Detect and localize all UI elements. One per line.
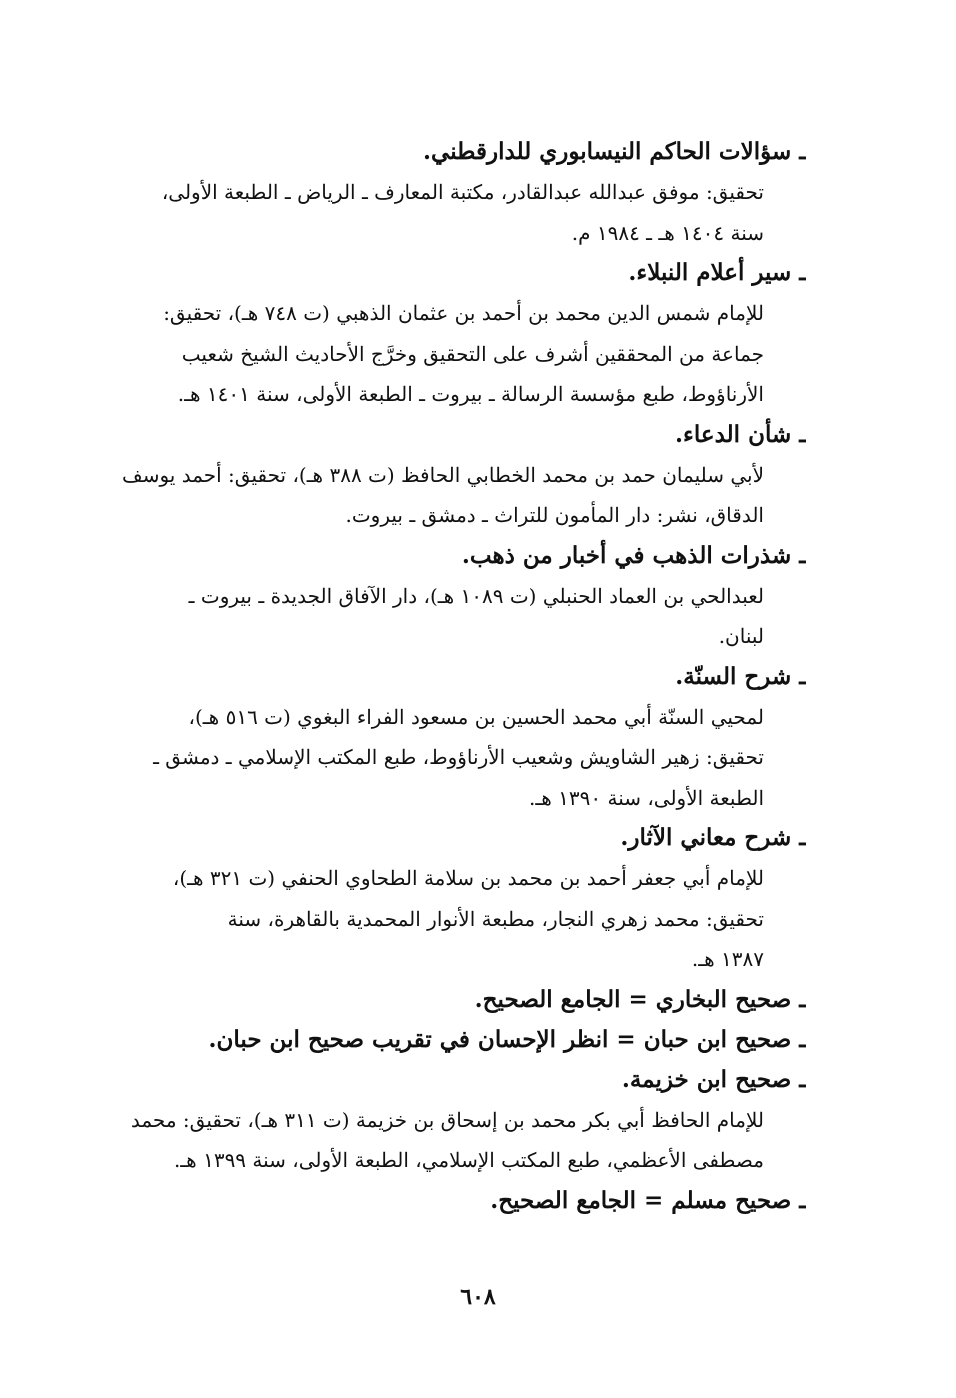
- entry-title: ـشرح معاني الآثار.: [620, 824, 806, 851]
- entry-body: [118, 697, 806, 819]
- entry-title: ـصحيح ابن خزيمة.: [621, 1065, 806, 1093]
- entry-siyar-alam-alnubala: [118, 253, 806, 415]
- entry-sualat-alhakim: [118, 132, 806, 253]
- entry-shan-aldua: [118, 415, 806, 536]
- entry-line: ١٣٨٧ هـ.: [691, 947, 764, 971]
- entry-line: لبنان.: [718, 624, 764, 648]
- entry-line: سنة ١٤٠٤ هـ ـ ١٩٨٤ م.: [571, 220, 764, 245]
- entry-line: تحقيق: موفق عبدالله عبدالقادر، مكتبة المعارف ـ الرياض ـ الطبعة الأولى،: [161, 180, 764, 204]
- entry-sahih-muslim: [118, 1181, 806, 1221]
- entry-sahih-albukhari: [118, 980, 806, 1020]
- entry-title: ـصحيح البخاري = الجامع الصحيح.: [474, 985, 806, 1013]
- entry-sahih-ibn-khuzaymah: [118, 1060, 806, 1181]
- entry-line: جماعة من المحققين أشرف على التحقيق وخرَّج الأحاديث الشيخ شعيب: [181, 341, 764, 366]
- entry-body: [118, 576, 806, 657]
- entry-line: الأرناؤوط، طبع مؤسسة الرسالة ـ بيروت ـ الطبعة الأولى، سنة ١٤٠١ هـ.: [177, 382, 764, 406]
- entry-title: ـصحيح ابن حبان = انظر الإحسان في تقريب صحيح ابن حبان.: [208, 1025, 806, 1053]
- entry-line: تحقيق: زهير الشاويش وشعيب الأرناؤوط، طبع المكتب الإسلامي ـ دمشق ـ: [153, 745, 764, 769]
- entry-title: ـسؤالات الحاكم النيسابوري للدارقطني.: [423, 138, 806, 165]
- entry-title: ـشأن الدعاء.: [675, 420, 806, 448]
- entry-sharh-alsunnah: [118, 657, 806, 819]
- entry-line: للإمام شمس الدين محمد بن أحمد بن عثمان الذهبي (ت ٧٤٨ هـ)، تحقيق:: [163, 301, 764, 325]
- entry-body: [118, 455, 806, 536]
- entry-line: لعبدالحي بن العماد الحنبلي (ت ١٠٨٩ هـ)، دار الآفاق الجديدة ـ بيروت ـ: [188, 583, 764, 608]
- entry-body: [118, 293, 806, 415]
- entry-line: الدقاق، نشر: دار المأمون للتراث ـ دمشق ـ بيروت.: [345, 503, 764, 527]
- entry-line: لأبي سليمان حمد بن محمد الخطابي الحافظ (ت ٣٨٨ هـ)، تحقيق: أحمد يوسف: [121, 462, 764, 487]
- entry-title: ـصحيح مسلم = الجامع الصحيح.: [490, 1186, 806, 1214]
- entry-line: للإمام أبي جعفر أحمد بن محمد بن سلامة الطحاوي الحنفي (ت ٣٢١ هـ)،: [172, 866, 764, 890]
- entry-line: للإمام الحافظ أبي بكر محمد بن إسحاق بن خزيمة (ت ٣١١ هـ)، تحقيق: محمد: [130, 1107, 764, 1132]
- entry-body: [118, 172, 806, 253]
- entry-line: مصطفى الأعظمي، طبع المكتب الإسلامي، الطبعة الأولى، سنة ١٣٩٩ هـ.: [173, 1148, 764, 1172]
- entry-body: [118, 858, 806, 980]
- page-number: ٦٠٨: [460, 1284, 496, 1310]
- entry-body: [118, 1100, 806, 1181]
- entry-line: تحقيق: محمد زهري النجار، مطبعة الأنوار المحمدية بالقاهرة، سنة: [227, 906, 764, 931]
- entry-title: ـسير أعلام النبلاء.: [628, 259, 806, 286]
- entry-shadharat-aldhahab: [118, 536, 806, 657]
- entry-title: ـشرح السنّة.: [675, 662, 806, 690]
- entry-line: الطبعة الأولى، سنة ١٣٩٠ هـ.: [529, 785, 764, 810]
- entry-sharh-maani-alathar: [118, 818, 806, 980]
- entry-sahih-ibn-hibban: [118, 1020, 806, 1060]
- entry-line: لمحيي السنّة أبي محمد الحسين بن مسعود الفراء البغوي (ت ٥١٦ هـ)،: [188, 704, 764, 729]
- entry-title: ـشذرات الذهب في أخبار من ذهب.: [461, 541, 806, 569]
